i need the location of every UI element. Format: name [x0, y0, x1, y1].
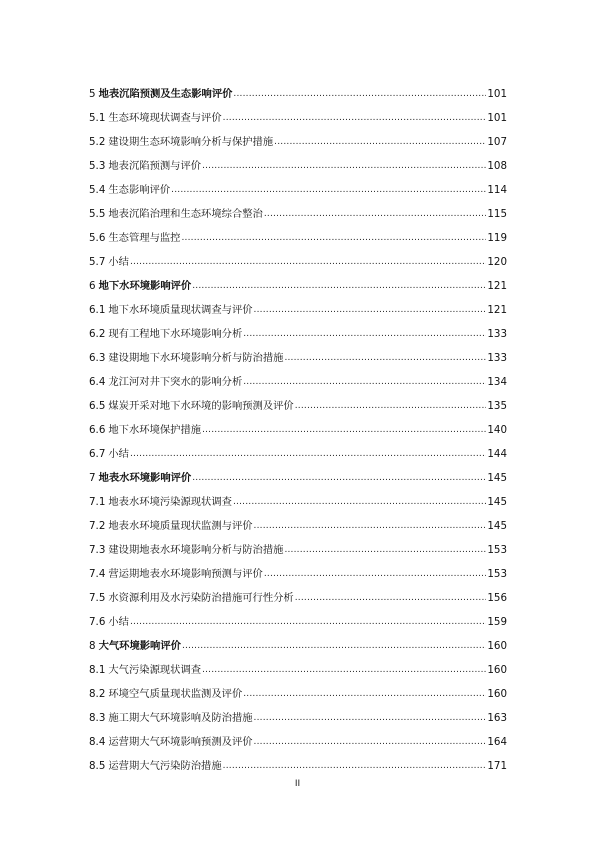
toc-entry-number: 7.1 [89, 496, 106, 508]
dot-leader [284, 352, 486, 364]
toc-entry-number: 8.2 [89, 688, 106, 700]
toc-entry-page: 153 [487, 544, 507, 556]
toc-entry-title: 小结 [108, 448, 129, 460]
toc-entry-page: 121 [487, 280, 507, 292]
toc-section-entry[interactable] [89, 556, 507, 580]
dot-leader [284, 544, 486, 556]
toc-entry-title: 小结 [108, 616, 129, 628]
toc-section-entry[interactable] [89, 292, 507, 316]
toc-entry-number: 7.5 [89, 592, 106, 604]
toc-entry-number: 6.2 [89, 328, 106, 340]
toc-section-entry[interactable] [89, 436, 507, 460]
toc-entry-title: 地表沉陷预测及生态影响评价 [98, 88, 233, 100]
toc-section-entry[interactable] [89, 412, 507, 436]
toc-entry-page: 153 [487, 568, 507, 580]
toc-entry-title: 生态环境现状调查与评价 [108, 112, 222, 124]
dot-leader [254, 520, 487, 532]
dot-leader [182, 640, 486, 652]
toc-entry-number: 5.2 [89, 136, 106, 148]
toc-entry-number: 8 [89, 640, 96, 652]
toc-entry-number: 6.7 [89, 448, 106, 460]
toc-entry-number: 5.7 [89, 256, 106, 268]
dot-leader [192, 472, 486, 484]
toc-entry-title: 地表水环境质量现状监测与评价 [108, 520, 253, 532]
dot-leader [264, 568, 487, 580]
toc-entry-number: 6 [89, 280, 96, 292]
toc-entry-page: 134 [487, 376, 507, 388]
toc-entry-title: 龙江河对井下突水的影响分析 [108, 376, 243, 388]
toc-section-entry[interactable] [89, 124, 507, 148]
toc-entry-page: 135 [487, 400, 507, 412]
toc-section-entry[interactable] [89, 364, 507, 388]
toc-entry-title: 地下水环境质量现状调查与评价 [108, 304, 253, 316]
toc-entry-title: 生态影响评价 [108, 184, 171, 196]
dot-leader [130, 616, 486, 628]
toc-entry-title: 现有工程地下水环境影响分析 [108, 328, 243, 340]
page-number: II [294, 779, 301, 789]
toc-entry-page: 140 [487, 424, 507, 436]
toc-entry-number: 8.3 [89, 712, 106, 724]
dot-leader [295, 400, 487, 412]
toc-entry-number: 6.5 [89, 400, 106, 412]
toc-entry-title: 运营期大气污染防治措施 [108, 760, 222, 772]
toc-entry-number: 8.1 [89, 664, 106, 676]
dot-leader [264, 208, 487, 220]
toc-chapter-entry[interactable] [89, 460, 507, 484]
toc-entry-number: 5.4 [89, 184, 106, 196]
toc-section-entry[interactable] [89, 508, 507, 532]
toc-entry-page: 115 [487, 208, 507, 220]
toc-entry-page: 160 [487, 640, 507, 652]
toc-entry-title: 大气环境影响评价 [98, 640, 181, 652]
toc-section-entry[interactable] [89, 580, 507, 604]
toc-entry-page: 107 [487, 136, 507, 148]
toc-section-entry[interactable] [89, 172, 507, 196]
toc-entry-number: 7.6 [89, 616, 106, 628]
toc-entry-title: 生态管理与监控 [108, 232, 181, 244]
dot-leader [233, 88, 486, 100]
toc-section-entry[interactable] [89, 244, 507, 268]
dot-leader [254, 304, 487, 316]
toc-entry-title: 建设期生态环境影响分析与保护措施 [108, 136, 274, 148]
dot-leader [181, 232, 486, 244]
toc-section-entry[interactable] [89, 748, 507, 772]
toc-entry-page: 101 [487, 88, 507, 100]
dot-leader [130, 448, 486, 460]
toc-entry-page: 119 [487, 232, 507, 244]
dot-leader [274, 136, 486, 148]
toc-entry-page: 156 [487, 592, 507, 604]
dot-leader [243, 376, 486, 388]
toc-chapter-entry[interactable] [89, 268, 507, 292]
toc-section-entry[interactable] [89, 676, 507, 700]
toc-entry-title: 地表沉陷预测与评价 [108, 160, 202, 172]
toc-entry-number: 7 [89, 472, 96, 484]
dot-leader [171, 184, 486, 196]
dot-leader [254, 736, 487, 748]
toc-entry-title: 大气污染源现状调查 [108, 664, 202, 676]
toc-entry-page: 121 [487, 304, 507, 316]
toc-section-entry[interactable] [89, 604, 507, 628]
toc-section-entry[interactable] [89, 148, 507, 172]
toc-entry-number: 6.6 [89, 424, 106, 436]
toc-entry-number: 7.2 [89, 520, 106, 532]
toc-entry-page: 120 [487, 256, 507, 268]
toc-entry-page: 145 [487, 472, 507, 484]
toc-section-entry[interactable] [89, 316, 507, 340]
toc-entry-page: 145 [487, 496, 507, 508]
toc-section-entry[interactable] [89, 724, 507, 748]
toc-entry-page: 108 [487, 160, 507, 172]
toc-entry-title: 水资源利用及水污染防治措施可行性分析 [108, 592, 294, 604]
toc-entry-page: 101 [487, 112, 507, 124]
dot-leader [130, 256, 486, 268]
dot-leader [202, 160, 486, 172]
toc-entry-number: 8.4 [89, 736, 106, 748]
toc-entry-number: 5.1 [89, 112, 106, 124]
toc-entry-title: 运营期大气环境影响预测及评价 [108, 736, 253, 748]
toc-entry-page: 114 [487, 184, 507, 196]
dot-leader [254, 712, 487, 724]
dot-leader [223, 760, 487, 772]
toc-entry-page: 171 [487, 760, 507, 772]
toc-chapter-entry[interactable] [89, 628, 507, 652]
toc-entry-number: 5.5 [89, 208, 106, 220]
toc-entry-number: 8.5 [89, 760, 106, 772]
dot-leader [243, 328, 486, 340]
toc-entry-title: 地表水环境影响评价 [98, 472, 192, 484]
toc-entry-title: 地表沉陷治理和生态环境综合整治 [108, 208, 263, 220]
dot-leader [233, 496, 486, 508]
toc-entry-title: 营运期地表水环境影响预测与评价 [108, 568, 263, 580]
toc-entry-number: 7.4 [89, 568, 106, 580]
toc-section-entry[interactable] [89, 652, 507, 676]
toc-section-entry[interactable] [89, 700, 507, 724]
toc-entry-page: 160 [487, 688, 507, 700]
toc-entry-page: 145 [487, 520, 507, 532]
toc-entry-page: 133 [487, 352, 507, 364]
toc-entry-page: 164 [487, 736, 507, 748]
toc-section-entry[interactable] [89, 220, 507, 244]
toc-entry-page: 159 [487, 616, 507, 628]
toc-entry-number: 5.6 [89, 232, 106, 244]
toc-entry-number: 7.3 [89, 544, 106, 556]
dot-leader [223, 112, 487, 124]
toc-entry-page: 144 [487, 448, 507, 460]
dot-leader [243, 688, 486, 700]
dot-leader [295, 592, 487, 604]
toc-entry-title: 地下水环境影响评价 [98, 280, 192, 292]
toc-entry-number: 6.1 [89, 304, 106, 316]
toc-entry-title: 小结 [108, 256, 129, 268]
toc-entry-number: 5 [89, 88, 96, 100]
toc-entry-title: 建设期地下水环境影响分析与防治措施 [108, 352, 284, 364]
toc-entry-title: 环境空气质量现状监测及评价 [108, 688, 243, 700]
dot-leader [202, 424, 486, 436]
toc-section-entry[interactable] [89, 532, 507, 556]
toc-entry-title: 地表水环境污染源现状调查 [108, 496, 232, 508]
toc-entry-number: 6.4 [89, 376, 106, 388]
toc-entry-number: 5.3 [89, 160, 106, 172]
toc-entry-number: 6.3 [89, 352, 106, 364]
dot-leader [192, 280, 486, 292]
toc-section-entry[interactable] [89, 340, 507, 364]
toc-entry-title: 建设期地表水环境影响分析与防治措施 [108, 544, 284, 556]
dot-leader [202, 664, 486, 676]
toc-section-entry[interactable] [89, 196, 507, 220]
toc-entry-page: 160 [487, 664, 507, 676]
toc-entry-page: 133 [487, 328, 507, 340]
toc-section-entry[interactable] [89, 100, 507, 124]
toc-chapter-entry[interactable] [89, 76, 507, 100]
table-of-contents [89, 76, 507, 772]
toc-section-entry[interactable] [89, 388, 507, 412]
toc-entry-title: 地下水环境保护措施 [108, 424, 202, 436]
toc-entry-page: 163 [487, 712, 507, 724]
toc-entry-title: 施工期大气环境影响及防治措施 [108, 712, 253, 724]
toc-entry-title: 煤炭开采对地下水环境的影响预测及评价 [108, 400, 294, 412]
toc-section-entry[interactable] [89, 484, 507, 508]
